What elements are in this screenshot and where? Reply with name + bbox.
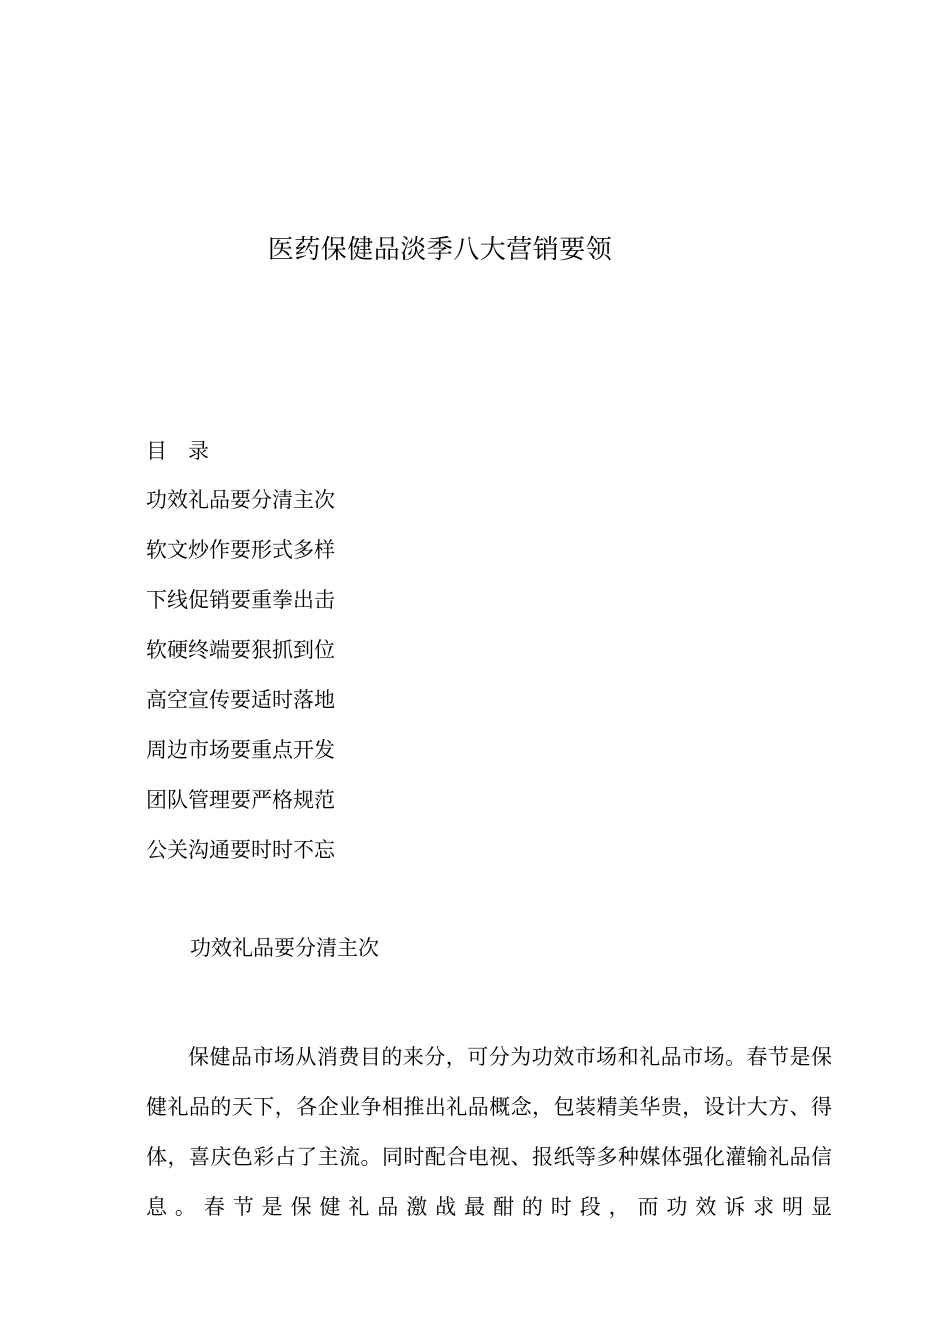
toc-item: 周边市场要重点开发 (146, 738, 335, 762)
table-of-contents (146, 486, 335, 886)
toc-item: 软文炒作要形式多样 (146, 538, 335, 562)
section-heading: 功效礼品要分清主次 (190, 936, 379, 960)
toc-item: 下线促销要重拳出击 (146, 588, 335, 612)
toc-item: 公关沟通要时时不忘 (146, 838, 335, 862)
toc-item: 高空宣传要适时落地 (146, 688, 335, 712)
toc-item: 软硬终端要狠抓到位 (146, 638, 335, 662)
body-paragraph: 保健品市场从消费目的来分，可分为功效市场和礼品市场。春节是保健礼品的天下，各企业争相推出礼品概念，包装精美华贵，设计大方、得体，喜庆色彩占了主流。同时配合电视、报纸等多种媒体强化灌输礼品信息。春节是保健礼品激战最酣的时段，而功效诉求明显 (146, 1045, 832, 1219)
document-title: 医药保健品淡季八大营销要领 (267, 235, 613, 265)
toc-heading: 目 录 (146, 439, 209, 463)
toc-item: 团队管理要严格规范 (146, 788, 335, 812)
toc-item: 功效礼品要分清主次 (146, 488, 335, 512)
